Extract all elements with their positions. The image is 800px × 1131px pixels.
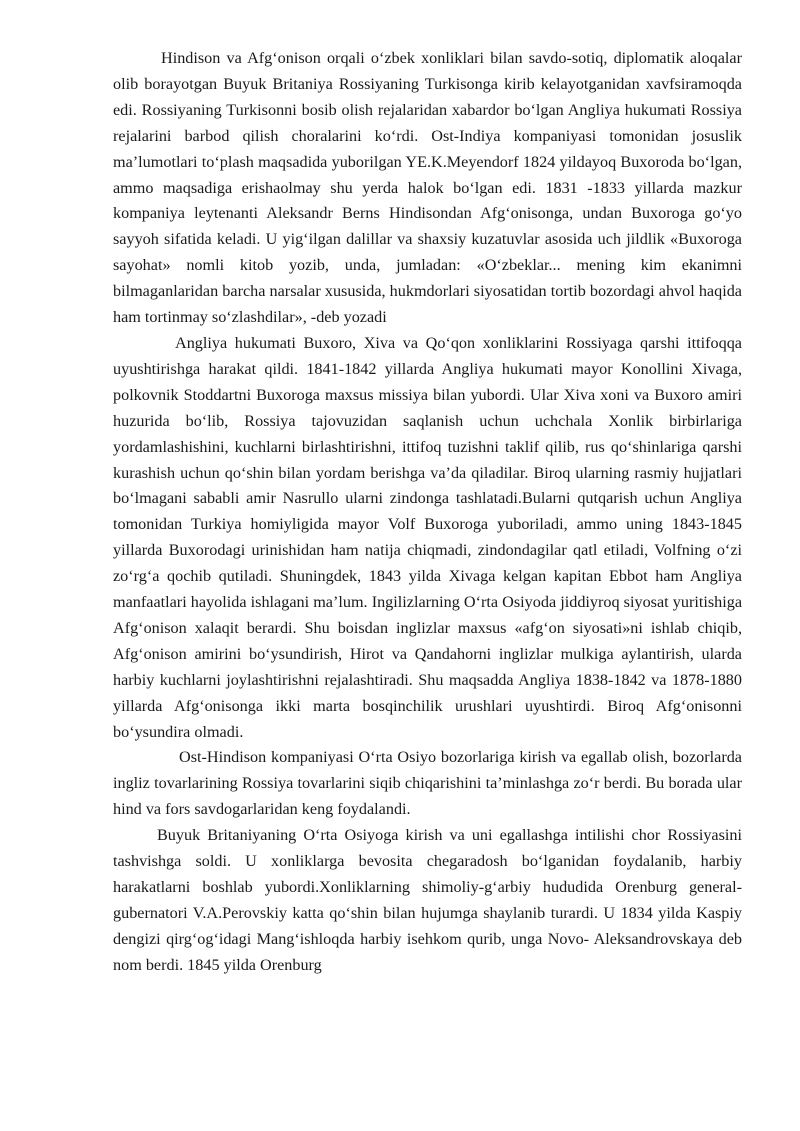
paragraph-3: Ost-Hindison kompaniyasi O‘rta Osiyo bozorlariga kirish va egallab olish, bozorlarda ingliz tovarlarining Rossiya tovarlarini siqib chiqarishini ta’minlashga zo‘r berdi. Bu borada ular hind va fors savdogarlaridan keng foydalandi. bbox=[113, 748, 742, 819]
paragraph-4: Buyuk Britaniyaning O‘rta Osiyoga kirish va uni egallashga intilishi chor Rossiyasini tashvishga soldi. U xonliklarga bevosita chegaradosh bo‘lganidan foydalanib, harbiy harakatlarni boshlab yubordi.Xonliklarning shimoliy-g‘arbiy hududida Orenburg general-gubernatori V.A.Perovskiy katta qo‘shin bilan hujumga shaylanib turardi. U 1834 yilda Kaspiy dengizi qirg‘og‘idagi Mang‘ishloqda harbiy isehkom qurib, unga Novo- Aleksandrovskaya deb nom berdi. 1845 yilda Orenburg bbox=[113, 826, 742, 974]
paragraph-2: Angliya hukumati Buxoro, Xiva va Qo‘qon xonliklarini Rossiyaga qarshi ittifoqqa uyushtirishga harakat qildi. 1841-1842 yillarda Angliya hukumati mayor Konollini Xivaga, polkovnik Stoddartni Buxoroga maxsus missiya bilan yubordi. Ular Xiva xoni va Buxoro amiri huzurida bo‘lib, Rossiya tajovuzidan saqlanish uchun uchchala Xonlik birbirlariga yordamlashishini, kuchlarni birlashtirishni, ittifoq tuzishni taklif qilib, rus qo‘shinlariga qarshi kurashish uchun qo‘shin bilan yordam berishga va’da qiladilar. Biroq ularning rasmiy hujjatlari bo‘lmagani sababli amir Nasrullo ularni zindonga tashlatadi.Bularni qutqarish uchun Angliya tomonidan Turkiya homiyligida mayor Volf Buxoroga yuboriladi, ammo uning 1843-1845 yillarda Buxorodagi urinishidan ham natija chiqmadi, zindondagilar qatl etiladi, Volfning o‘zi zo‘rg‘a qochib qutiladi. Shuningdek, 1843 yilda Xivaga kelgan kapitan Ebbot ham Angliya manfaatlari hayolida ishlagani ma’lum. Ingilizlarning O‘rta Osiyoda jiddiyroq siyosat yuritishiga Afg‘onison xalaqit berardi. Shu boisdan inglizlar maxsus «afg‘on siyosati»ni ishlab chiqib, Afg‘onison amirini bo‘ysundirish, Hirot va Qandahorni inglizlar mulkiga aylantirish, ularda harbiy kuchlarni joylashtirishni rejalashtiradi. Shu maqsadda Angliya 1838-1842 va 1878-1880 yillarda Afg‘onisonga ikki marta bosqinchilik urushlari uyushtirdi. Biroq Afg‘onisonni bo‘ysundira olmadi. bbox=[113, 333, 742, 741]
document-page bbox=[113, 46, 742, 979]
paragraph-1: Hindison va Afg‘onison orqali o‘zbek xonliklari bilan savdo-sotiq, diplomatik aloqalar olib borayotgan Buyuk Britaniya Rossiyaning Turkisonga kirib kelayotganidan xavfsiramoqda edi. Rossiyaning Turkisonni bosib olish rejalaridan xabardor bo‘lgan Angliya hukumati Rossiya rejalarini barbod qilish choralarini ko‘rdi. Ost-Indiya kompaniyasi tomonidan josuslik ma’lumotlari to‘plash maqsadida yuborilgan YE.K.Meyendorf 1824 yildayoq Buxoroda bo‘lgan, ammo maqsadiga erishaolmay shu yerda halok bo‘lgan edi. 1831 -1833 yillarda mazkur kompaniya leytenanti Aleksandr Berns Hindisondan Afg‘onisonga, undan Buxoroga go‘yo sayyoh sifatida keladi. U yig‘ilgan dalillar va shaxsiy kuzatuvlar asosida uch jildlik «Buxoroga sayohat» nomli kitob yozib, unda, jumladan: «O‘zbeklar... mening kim ekanimni bilmaganlaridan barcha narsalar xususida, hukmdorlari siyosatidan tortib bozordagi ahvol haqida ham tortinmay so‘zlashdilar», -deb yozadi bbox=[113, 49, 742, 327]
